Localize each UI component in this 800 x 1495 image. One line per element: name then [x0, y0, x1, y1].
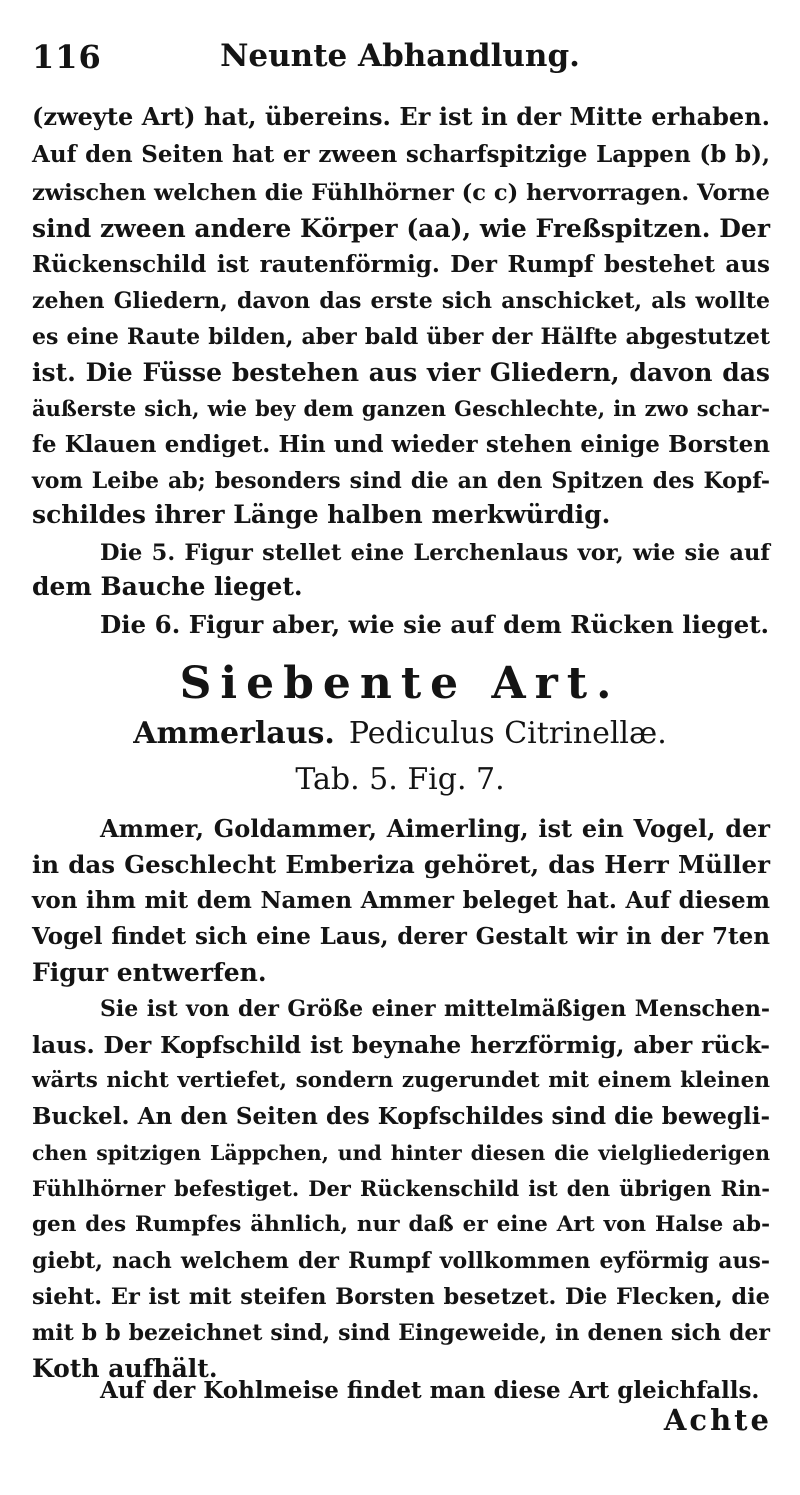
running-title: Neunte Abhandlung. — [220, 38, 580, 74]
text-line: Sie ist von der Größe einer mittelmäßigen Menschen- — [100, 996, 770, 1022]
text-line: fe Klauen endiget. Hin und wieder stehen einige Borsten — [32, 431, 770, 458]
text-line: mit b b bezeichnet sind, sind Eingeweide, in denen sich der — [32, 1320, 770, 1346]
text-line: Koth aufhält. — [32, 1354, 218, 1383]
text-line: es eine Raute bilden, aber bald über der Hälfte abgestutzet — [32, 324, 770, 350]
subtitle-german: Ammerlaus. — [133, 716, 335, 751]
text-line: giebt, nach welchem der Rumpf vollkommen eyförmig aus- — [32, 1248, 770, 1274]
text-line: Auf den Seiten hat er zween scharfspitzige Lappen (b b), — [32, 141, 770, 168]
text-line: schildes ihrer Länge halben merkwürdig. — [32, 500, 611, 529]
text-line: sieht. Er ist mit steifen Borsten besetzet. Die Flecken, die — [32, 1284, 770, 1310]
text-line: Die 5. Figur stellet eine Lerchenlaus vor, wie sie auf — [100, 540, 770, 566]
text-line: Die 6. Figur aber, wie sie auf dem Rücken lieget. — [100, 610, 770, 639]
text-line: laus. Der Kopfschild ist beynahe herzförmig, aber rück- — [32, 1031, 770, 1059]
text-line: wärts nicht vertiefet, sondern zugerundet mit einem kleinen — [32, 1068, 770, 1093]
text-line: Ammer, Goldammer, Aimerling, ist ein Vogel, der — [100, 814, 770, 843]
section-title: Siebente Art. — [179, 658, 621, 709]
text-line: Rückenschild ist rautenförmig. Der Rumpf bestehet aus — [32, 251, 770, 278]
text-line: dem Bauche lieget. — [32, 572, 303, 601]
catchword: Achte — [663, 1403, 772, 1437]
text-line: in das Geschlecht Emberiza gehöret, das Herr Müller — [32, 850, 770, 879]
text-line: chen spitzigen Läppchen, und hinter diesen die vielgliederigen — [32, 1141, 770, 1165]
text-line: von ihm mit dem Namen Ammer beleget hat. Auf diesem — [32, 887, 770, 914]
subtitle-latin: Pediculus Citrinellæ. — [348, 716, 667, 751]
text-line: zwischen welchen die Fühlhörner (c c) hervorragen. Vorne — [32, 180, 770, 206]
text-line: gen des Rumpfes ähnlich, nur daß er eine Art von Halse ab- — [32, 1212, 770, 1237]
page-header — [30, 38, 770, 82]
text-line: Vogel findet sich eine Laus, derer Gestalt wir in der 7ten — [32, 923, 770, 950]
text-line: (zweyte Art) hat, übereins. Er ist in der Mitte erhaben. — [32, 102, 770, 131]
text-line: Figur entwerfen. — [32, 958, 267, 987]
text-line: äußerste sich, wie bey dem ganzen Geschlechte, in zwo schar- — [32, 396, 770, 421]
text-line: Auf der Kohlmeise findet man diese Art gleichfalls. — [100, 1377, 760, 1404]
text-line: Buckel. An den Seiten des Kopfschildes sind die bewegli- — [32, 1103, 770, 1130]
page-number: 116 — [32, 38, 102, 76]
section-subtitle — [0, 716, 800, 751]
text-line: ist. Die Füsse bestehen aus vier Gliedern, davon das — [32, 358, 770, 387]
plate-reference: Tab. 5. Fig. 7. — [295, 762, 505, 797]
text-line: Fühlhörner befestiget. Der Rückenschild ist den übrigen Rin- — [32, 1176, 770, 1201]
text-line: sind zween andere Körper (aa), wie Freßspitzen. Der — [32, 214, 770, 243]
text-line: vom Leibe ab; besonders sind die an den Spitzen des Kopf- — [32, 468, 770, 494]
text-line: zehen Gliedern, davon das erste sich anschicket, als wollte — [32, 288, 770, 314]
